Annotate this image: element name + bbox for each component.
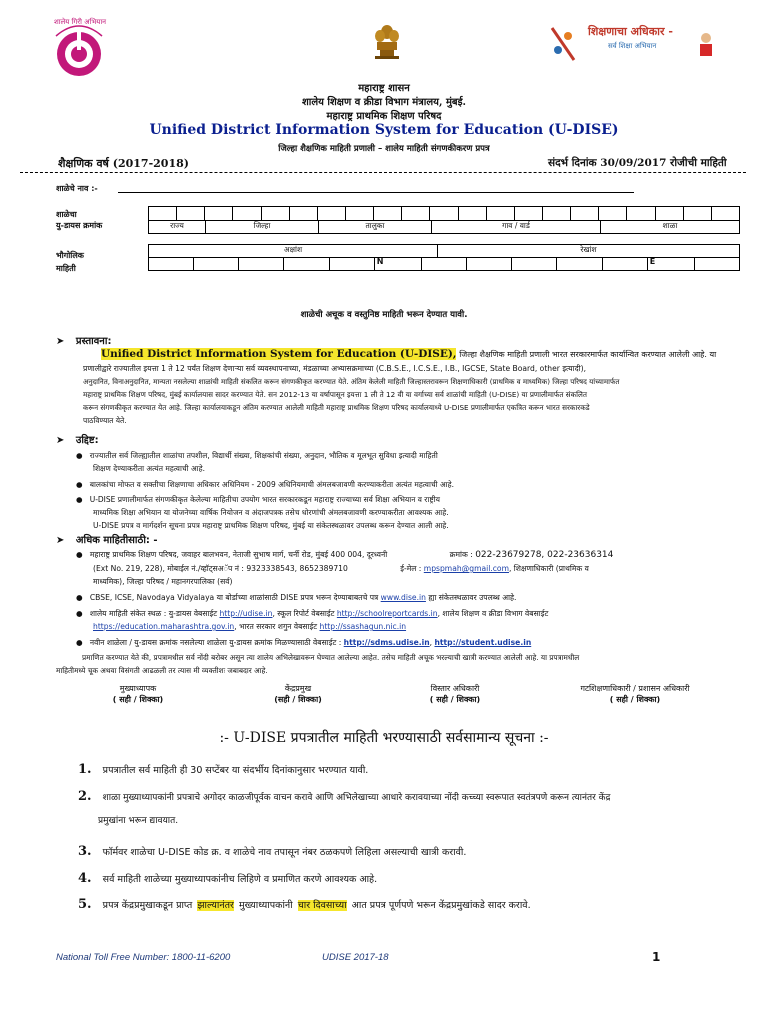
objectives-list (76, 449, 736, 532)
udise-col-state: राज्य (149, 221, 206, 233)
sites-text-a: शालेय माहिती संकेत स्थळ : यु-डायस वेबसाईट (89, 609, 218, 618)
objective-text-3b: माध्यमिक शिक्षा अभियान या योजनेच्या वार्षिक नियोजन व अंदाजपत्रक तसेच धोरणांची अंमलबजावणी करण्याकरीता आवश्यक आहे. (93, 508, 449, 517)
signature-title: विस्तार अधिकारी (430, 684, 480, 693)
cbse-line: ● CBSE, ICSE, Navodaya Vidyalaya या बोर्डाच्या शाळांसाठी DISE प्रपत्र भरून देण्याबाबतचे पत्र www.dise.in ह्या संकेतस्थळावर उपलब्ध आहे. (76, 593, 517, 602)
address-text-3: माध्यमिक), जिल्हा परिषद / महानगरपालिका (सर्व) (93, 577, 233, 586)
objective-text-3a: U-DISE प्रणालीमार्फत संगणकीकृत केलेल्या माहितीचा उपयोग भारत सरकारकडून महाराष्ट्र राज्याच्या सर्व शिक्षा अभियान व राष्ट्रीय (89, 495, 440, 504)
udise-site-link[interactable]: http://udise.in (219, 609, 273, 618)
left-logo (44, 14, 114, 84)
udise-col-school: शाळा (662, 221, 678, 230)
signature-title: गटशिक्षणाधिकारी / प्रशासन अधिकारी (580, 684, 690, 693)
preamble-text-5: करून संगणकीकृत करण्यात येत आहे. जिल्हा कार्यालयाकडून अंतिम करण्यात आलेली माहिती महाराष्ट्र प्राथमिक शिक्षण परिषद कार्यालयाध्ये U-DISE प्रणालीमार्फत एकत्रित करून भारत सरकारकडे (83, 403, 590, 412)
signature-block-officer (535, 683, 735, 705)
shagun-site-link[interactable]: http://ssashagun.nic.in (319, 622, 407, 631)
right-logo (548, 22, 718, 70)
signature-sub: ( सही / शिक्का) (609, 695, 661, 704)
instruction-text: प्रपत्रातील सर्व माहिती ही 30 सप्टेंबर या संदर्भीय दिनांकानुसार भरण्यात यावी. (102, 765, 369, 776)
instruction-number: 5. (78, 897, 92, 912)
geo-boxes[interactable] (148, 257, 740, 271)
right-logo-title: शिक्षणाचा अधिकार - (588, 25, 673, 38)
objective-text-1b: शिक्षण देण्याकरीता अत्यंत महत्वाची आहे. (93, 464, 206, 473)
signature-sub: ( सही / शिक्का) (112, 695, 164, 704)
udise-code-boxes[interactable] (148, 206, 740, 221)
signature-sub: ( सही / शिक्का) (429, 695, 481, 704)
arrow-bullet-icon: ➤ (56, 336, 65, 347)
more-info-list (76, 548, 746, 649)
geo-headers (148, 244, 740, 258)
instruction-item (78, 893, 758, 912)
preamble-text-2: प्रणालीद्वारे राज्यातील इयत्ता 1 ते 12 पर्यंत शिक्षण देणाऱ्या सर्व व्यवस्थापनाच्या, मंडळाच्या अभ्यासक्रमाच्या (C.B.S.E., I.C.S.E., I.B., IGCSE, State Board, other इत्यादी), (83, 364, 586, 373)
national-emblem (372, 22, 402, 64)
more-info-heading (56, 532, 158, 546)
email-link[interactable]: mpspmah@gmail.com (423, 564, 509, 573)
schoolreport-site-link[interactable]: http://schoolreportcards.in (336, 609, 438, 618)
signature-title: मुख्याध्यापक (119, 684, 157, 693)
udise-col-taluka: तालुका (319, 221, 432, 233)
latitude-header: अक्षांश (149, 245, 438, 257)
academic-year: शैक्षणिक वर्ष (2017-2018) (58, 157, 189, 170)
longitude-header: रेखांश (580, 245, 597, 254)
arrow-bullet-icon: ➤ (56, 435, 65, 446)
instruction-highlight: चार दिवसाच्या (297, 900, 347, 911)
ashoka-emblem-icon (372, 22, 402, 64)
arrow-bullet-icon: ➤ (56, 535, 65, 546)
signature-extension-officer (390, 683, 520, 705)
objective-text-3c: U-DISE प्रपत्र व मार्गदर्शन सूचना प्रपत्र महाराष्ट्र प्राथमिक शिक्षण परिषद, मुंबई या संकेतस्थळावर उपलब्ध करून देण्यात आली आहे. (93, 521, 449, 530)
education-site-link[interactable]: https://education.maharashtra.gov.in (93, 622, 235, 631)
certification-line-1: प्रमाणित करण्यात येते की, प्रपत्रामधील सर्व नोंदी बरोबर असून त्या शालेय अभिलेखावरून घेण्यात आलेल्या आहेत. तसेच माहिती अचूक भरल्याची खात्री करण्यात आलेली आहे. या प्रपत्रामधील (82, 653, 580, 662)
instruction-number: 2. (78, 789, 92, 804)
new-school-line: ● नवीन शाळेला / यु-डायस क्रमांक नसलेल्या शाळेला यु-डायस क्रमांक मिळण्यासाठी वेबसाईट : http://sdms.udise.in, http://student.udise.in (76, 638, 532, 647)
instruction-item (78, 840, 758, 859)
govt-name: महाराष्ट्र शासन (358, 83, 410, 94)
objective-text-1a: राज्यातील सर्व जिल्ह्यातील शाळांचा तपशील, विद्यार्थी संख्या, शिक्षकांची संख्या, अनुदान, भौतिक व मूलभूत सुविधा इत्यादी माहिती (89, 451, 438, 460)
right-logo-subtitle: सर्व शिक्षा अभियान (608, 42, 657, 50)
instruction-text: सर्व माहिती शाळेच्या मुख्याध्यापकांनीच लिहिणे व प्रमाणित करणे आवश्यक आहे. (102, 874, 378, 885)
udise-column-labels (148, 221, 740, 234)
objective-text-2: बालकांचा मोफत व सक्तीचा शिक्षणाचा अधिकार अधिनियम - 2009 अधिनियमाची अंमलबजावणी करण्याकरीता अत्यंत महत्वाची आहे. (89, 480, 455, 489)
objective-item: ● बालकांचा मोफत व सक्तीचा शिक्षणाचा अधिकार अधिनियम - 2009 अधिनियमाची अंमलबजावणी करण्याकरीता अत्यंत महत्वाची आहे. (76, 480, 455, 489)
accuracy-note: शाळेची अचूक व वस्तुनिष्ठ माहिती भरून देण्यात यावी. (300, 310, 468, 320)
objective-item: ● U-DISE प्रणालीमार्फत संगणकीकृत केलेल्या माहितीचा उपयोग भारत सरकारकडून महाराष्ट्र राज्याच्या सर्व शिक्षा अभियान व राष्ट्रीय (76, 495, 440, 504)
east-marker: E (648, 257, 695, 270)
email-label: ई-मेल : (400, 564, 422, 573)
instruction-text: फॉर्मवर शाळेचा U-DISE कोड क्र. व शाळेचे नाव तपासून नंबर ठळकपणे लिहिला असल्याची खात्री करावी. (102, 847, 467, 858)
preamble-heading-text: प्रस्तावना: (75, 336, 112, 347)
reference-date: संदर्भ दिनांक 30/09/2017 रोजीची माहिती (548, 157, 727, 169)
cbse-text: CBSE, ICSE, Navodaya Vidyalaya या बोर्डाच्या शाळांसाठी DISE प्रपत्र भरून देण्याबाबतचे पत्र (89, 593, 379, 602)
pencil-child-icon (548, 24, 578, 64)
page-title: Unified District Information System for Education (U-DISE) (149, 122, 619, 138)
preamble-text-1: जिल्हा शैक्षणिक माहिती प्रणाली भारत सरकारमार्फत कार्यान्वित करण्यात आलेली आहे. या (459, 350, 717, 359)
instruction-text: मुख्याध्यापकांनी (239, 900, 293, 911)
instruction-text-cont: प्रमुखांना भरून द्यावयात. (98, 816, 179, 826)
certification-line-2: माहितीमध्ये चूक अथवा विसंगती आढळली तर त्यास मी व्यक्तीशः जबाबदार आहे. (56, 666, 268, 675)
geo-label-line1: भौगोलिक (56, 251, 84, 260)
cbse-text-tail: ह्या संकेतस्थळावर उपलब्ध आहे. (428, 593, 517, 602)
objective-item: ● राज्यातील सर्व जिल्ह्यातील शाळांचा तपशील, विद्यार्थी संख्या, शिक्षकांची संख्या, अनुदान, भौतिक व मूलभूत सुविधा इत्यादी माहिती (76, 451, 438, 460)
phone-numbers: 022-23679278, 022-23636314 (475, 550, 614, 560)
address-line-2 (76, 562, 746, 575)
objectives-heading-text: उद्दिष्ट: (75, 435, 99, 446)
sites-text-c: , शालेय शिक्षण व क्रीडा विभाग वेबसाईट (437, 609, 549, 618)
signature-sub: (सही / शिक्का) (274, 695, 322, 704)
sdms-link[interactable]: http://sdms.udise.in (343, 638, 430, 647)
instruction-number: 3. (78, 844, 92, 859)
dise-link[interactable]: www.dise.in (380, 593, 426, 602)
instruction-item (78, 867, 758, 886)
websites-line-2 (76, 620, 746, 633)
signature-title: केंद्रप्रमुख (284, 684, 312, 693)
udise-label-line2: यु-डायस क्रमांक (56, 221, 103, 230)
instruction-number: 4. (78, 871, 92, 886)
udise-col-district: जिल्हा (206, 221, 319, 233)
signature-headmaster (78, 683, 198, 705)
udise-col-village: गाव / वार्ड (432, 221, 601, 233)
signature-block (40, 683, 740, 713)
objectives-heading (56, 432, 99, 446)
footer-center-label: UDISE 2017-18 (322, 952, 389, 963)
preamble-heading (56, 333, 111, 347)
header-divider (20, 172, 746, 173)
council-name: महाराष्ट्र प्राथमिक शिक्षण परिषद (326, 111, 442, 122)
north-marker: N (375, 257, 422, 270)
page-subtitle: जिल्हा शैक्षणिक माहिती प्रणाली – शालेय माहिती संगणकीकरण प्रपत्र (278, 144, 490, 154)
preamble-text-6: पाठविण्यात येते. (83, 416, 127, 425)
preamble-text-3: अनुदानित, विनाअनुदानित, मान्यता नसलेल्या शाळांची माहिती संकलित करून संगणकीकृत करण्यात येते. अंतिम केलेली माहिती जिल्हास्तरावरून शिक्षणाधिकारी (प्राथमिक व माध्यमिक) जिल्हा परिषद यांच्यामार्फत (83, 377, 620, 386)
student-link[interactable]: http://student.udise.in (434, 638, 532, 647)
geo-label-line2: माहिती (56, 264, 76, 273)
address-text-2: (Ext No. 219, 228), मोबाईल नं./व्हॉट्सअॅप नं : 9323338543, 8652389710 (93, 564, 348, 573)
udise-highlight: Unified District Information System for Education (U-DISE), (101, 348, 457, 360)
address-line-1: ● महाराष्ट्र प्राथमिक शिक्षण परिषद, जवाहर बालभवन, नेताजी सुभाष मार्ग, चर्नी रोड, मुंबई 400 004, दूरध्वनी क्रमांक : 022-23679278, 022-23636314 (76, 550, 614, 560)
left-logo-text: शालेय गिरी अभियान (53, 18, 107, 26)
department-name: शालेय शिक्षण व क्रीडा विभाग मंत्रालय, मुंबई. (301, 97, 467, 108)
new-school-text: नवीन शाळेला / यु-डायस क्रमांक नसलेल्या शाळेला यु-डायस क्रमांक मिळण्यासाठी वेबसाईट : (89, 638, 342, 647)
toll-free-number: National Toll Free Number: 1800-11-6200 (56, 952, 231, 963)
certification (56, 651, 746, 677)
school-name-label: शाळेचे नाव :- (56, 184, 98, 193)
preamble-body (83, 348, 733, 427)
address-tail: , शिक्षणाधिकारी (प्राथमिक व (508, 564, 589, 573)
websites-line: ● शालेय माहिती संकेत स्थळ : यु-डायस वेबसाईट http://udise.in, स्कूल रिपोर्ट वेबसाईट http://schoolreportcards.in, शालेय शिक्षण व क्रीडा विभाग वेबसाईट (76, 609, 549, 618)
instruction-item (78, 785, 758, 804)
instructions-heading: :- U-DISE प्रपत्रातील माहिती भरण्यासाठी सर्वसामान्य सूचना :- (219, 730, 549, 746)
page-number: 1 (652, 950, 661, 964)
sites-text-d: , भारत सरकार शगुन वेबसाईट (234, 622, 318, 631)
instruction-text: प्रपत्र केंद्रप्रमुखाकडून प्राप्त (102, 900, 193, 911)
instruction-item (78, 758, 758, 777)
preamble-text-4: महाराष्ट्र प्राथमिक शिक्षण परिषद, मुंबई कार्यालयास सादर करण्यात येते. सन 2012-13 या वर्षापासून इयत्ता 1 ली ते 12 वी या वर्गाच्या सर्व शाळांची माहिती (U-DISE) या प्रणालीमार्फत संकलित (83, 390, 588, 399)
instruction-number: 1. (78, 762, 92, 777)
signature-cluster-head (238, 683, 358, 705)
instruction-text: शाळा मुख्याध्यापकांनी प्रपत्राचे अगोदर काळजीपूर्वक वाचन करावे आणि अभिलेखाच्या आधारे करावयाच्या नोंदी कच्च्या स्वरूपात स्वतंत्रपणे करून त्यानंतर केंद्र (102, 793, 611, 803)
child-figure-icon (694, 32, 718, 62)
school-name-field[interactable] (118, 192, 634, 193)
udise-label-line1: शाळेचा (56, 210, 77, 219)
more-info-heading-text: अधिक माहितीसाठी: - (75, 535, 158, 546)
instruction-highlight: झाल्यानंतर (197, 900, 234, 911)
phone-label: क्रमांक : (449, 550, 473, 559)
address-text-1: महाराष्ट्र प्राथमिक शिक्षण परिषद, जवाहर बालभवन, नेताजी सुभाष मार्ग, चर्नी रोड, मुंबई 400 004, दूरध्वनी (89, 550, 388, 559)
sites-text-b: , स्कूल रिपोर्ट वेबसाईट (272, 609, 335, 618)
instruction-text: आत प्रपत्र पूर्णपणे भरून केंद्रप्रमुखांकडे सादर करावे. (351, 900, 531, 911)
